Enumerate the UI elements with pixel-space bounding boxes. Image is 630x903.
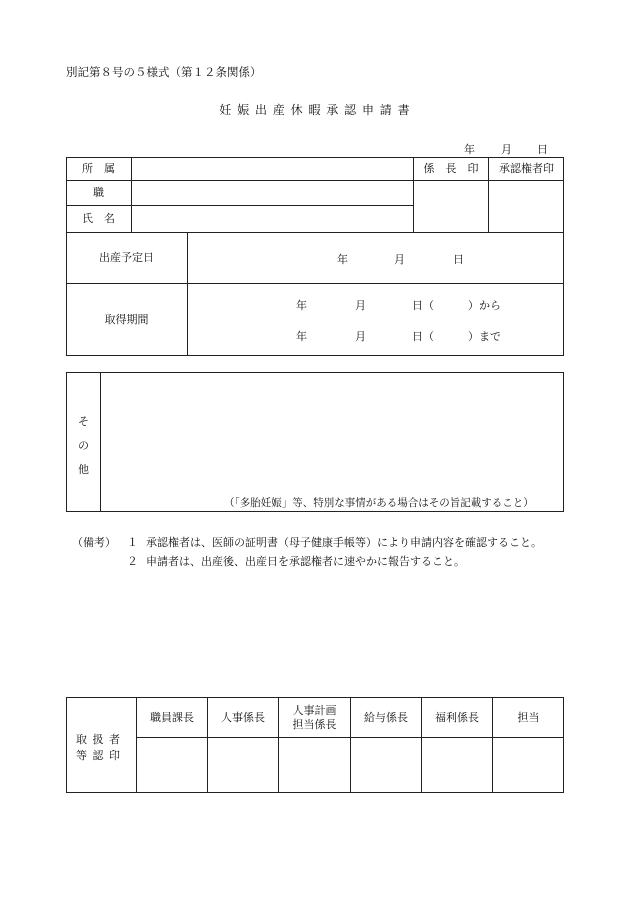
stamp-cell-payroll-chief[interactable] — [351, 738, 421, 793]
approver-stamp-area[interactable] — [489, 181, 564, 232]
remark-2-text: 申請者は、出産後、出産日を承認権者に速やかに報告すること。 — [146, 555, 465, 568]
remark-2-number: ２ — [127, 555, 138, 568]
other-field[interactable] — [101, 373, 563, 491]
due-date-month: 月 — [394, 253, 405, 266]
period-from-day: 日（ — [412, 299, 434, 312]
affiliation-label: 所 属 — [82, 161, 115, 175]
position-label: 職 — [93, 186, 104, 200]
due-date-label: 出産予定日 — [99, 251, 154, 265]
period-to-suffix: ）まで — [468, 330, 501, 343]
remark-1-number: １ — [127, 536, 138, 549]
period-from-year: 年 — [296, 299, 307, 312]
approver-stamp-label: 承認権者印 — [499, 161, 554, 175]
affiliation-field[interactable] — [132, 158, 412, 180]
stamp-cell-staff[interactable] — [493, 738, 564, 793]
date-month-label: 月 — [501, 143, 512, 156]
period-to-year: 年 — [296, 330, 307, 343]
column-header-hr-chief: 人事係長 — [221, 710, 265, 724]
due-date-day: 日 — [453, 253, 464, 266]
page-title: 妊 娠 出 産 休 暇 承 認 申 請 書 — [219, 103, 411, 117]
stamp-cell-personnel-manager[interactable] — [137, 738, 207, 793]
handlers-label-line1: 取 扱 者 — [76, 733, 121, 746]
period-from-month: 月 — [355, 299, 366, 312]
chief-stamp-label: 係 長 印 — [423, 161, 479, 175]
column-header-welfare-chief: 福利係長 — [435, 710, 479, 724]
name-label: 氏 名 — [82, 212, 115, 226]
chief-stamp-area[interactable] — [414, 181, 488, 232]
date-day-label: 日 — [537, 143, 548, 156]
column-header-hr-planning-chief: 人事計画 担当係長 — [292, 703, 337, 731]
other-label-3: 他 — [78, 463, 89, 476]
stamp-cell-hr-planning-chief[interactable] — [279, 738, 350, 793]
name-field[interactable] — [132, 206, 412, 232]
form-number: 別記第８号の５様式（第１２条関係） — [66, 65, 262, 79]
due-date-year: 年 — [337, 253, 348, 266]
column-header-personnel-manager: 職員課長 — [150, 710, 194, 724]
position-field[interactable] — [132, 181, 412, 205]
remarks-label: （備考） — [72, 536, 116, 549]
other-label-2: の — [78, 439, 89, 452]
handlers-label-line2: 等 認 印 — [76, 749, 121, 762]
column-header-staff: 担当 — [517, 710, 540, 724]
remark-1-text: 承認権者は、医師の証明書（母子健康手帳等）により申請内容を確認すること。 — [146, 536, 542, 549]
period-to-month: 月 — [355, 330, 366, 343]
period-from-suffix: ）から — [468, 299, 501, 312]
column-header-payroll-chief: 給与係長 — [364, 710, 408, 724]
stamp-cell-hr-chief[interactable] — [208, 738, 278, 793]
other-label-1: そ — [78, 415, 89, 428]
other-note: （「多胎妊娠」等、特別な事情がある場合はその旨記載すること） — [224, 497, 534, 509]
period-to-day: 日（ — [412, 330, 434, 343]
period-label: 取得期間 — [104, 313, 149, 327]
stamp-cell-welfare-chief[interactable] — [422, 738, 492, 793]
date-year-label: 年 — [464, 143, 475, 156]
